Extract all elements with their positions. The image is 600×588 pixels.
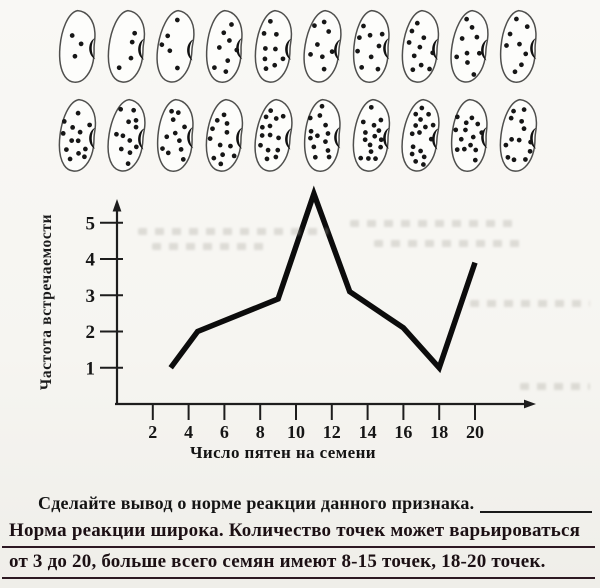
y-axis-arrow [113, 199, 122, 212]
bean-seed [497, 97, 541, 177]
bean-seed [252, 8, 296, 88]
page-bleed-artifact [470, 300, 590, 307]
bean-seed [203, 8, 247, 88]
page-bleed-artifact [374, 240, 522, 247]
bean-seed [350, 97, 394, 177]
bean-seed [56, 8, 100, 88]
y-axis-title: Частота встречаемости [38, 213, 55, 391]
bean-seed [154, 97, 198, 177]
task-prompt: Сделайте вывод о норме реакции данного признака. [38, 493, 475, 513]
bean-seeds-figure [56, 8, 596, 186]
page-bleed-artifact [138, 228, 328, 235]
bean-seed-row [56, 8, 596, 88]
bean-seed [497, 8, 541, 88]
x-tick-label: 4 [184, 422, 194, 442]
x-tick-label: 14 [358, 422, 377, 442]
variation-curve-chart [0, 180, 600, 480]
x-tick-label: 8 [255, 422, 265, 442]
bean-seed [56, 97, 100, 177]
y-tick-label: 5 [85, 213, 95, 235]
x-axis-title: Число пятен на семени [190, 443, 376, 462]
x-tick-label: 2 [148, 422, 158, 442]
bean-seed [105, 8, 149, 88]
bean-seed [154, 8, 198, 88]
x-tick-label: 6 [219, 422, 229, 442]
bean-seed [350, 8, 394, 88]
answer-underline-2 [2, 577, 595, 579]
bean-seed [448, 97, 492, 177]
bean-seed [301, 8, 345, 88]
bean-seed [448, 8, 492, 88]
bean-seed [252, 97, 296, 177]
bean-seed-row [56, 97, 596, 177]
bean-seed [203, 97, 247, 177]
bean-seed [399, 8, 443, 88]
y-tick-label: 2 [85, 322, 95, 343]
page-bleed-artifact [520, 383, 590, 390]
x-tick-label: 16 [394, 422, 413, 442]
page-bleed-artifact [152, 243, 270, 250]
x-tick-label: 12 [322, 422, 341, 442]
bean-seed [105, 97, 149, 177]
y-tick-label: 1 [85, 358, 95, 380]
answer-text-line-1: Норма реакции широка. Количество точек может варьироваться [9, 520, 581, 541]
bean-seed [399, 97, 443, 177]
x-axis-arrow [524, 400, 536, 409]
answer-blank-line [480, 511, 592, 513]
x-tick-label: 18 [430, 422, 449, 442]
x-tick-label: 20 [466, 422, 484, 442]
y-tick-label: 4 [85, 249, 95, 271]
x-tick-label: 10 [287, 422, 305, 442]
answer-text-line-2: от 3 до 20, больше всего семян имеют 8-15 точек, 18-20 точек. [9, 551, 546, 572]
y-tick-label: 3 [85, 285, 95, 307]
bean-seed [301, 97, 345, 177]
answer-underline-1 [2, 546, 595, 548]
page-bleed-artifact [350, 220, 515, 227]
